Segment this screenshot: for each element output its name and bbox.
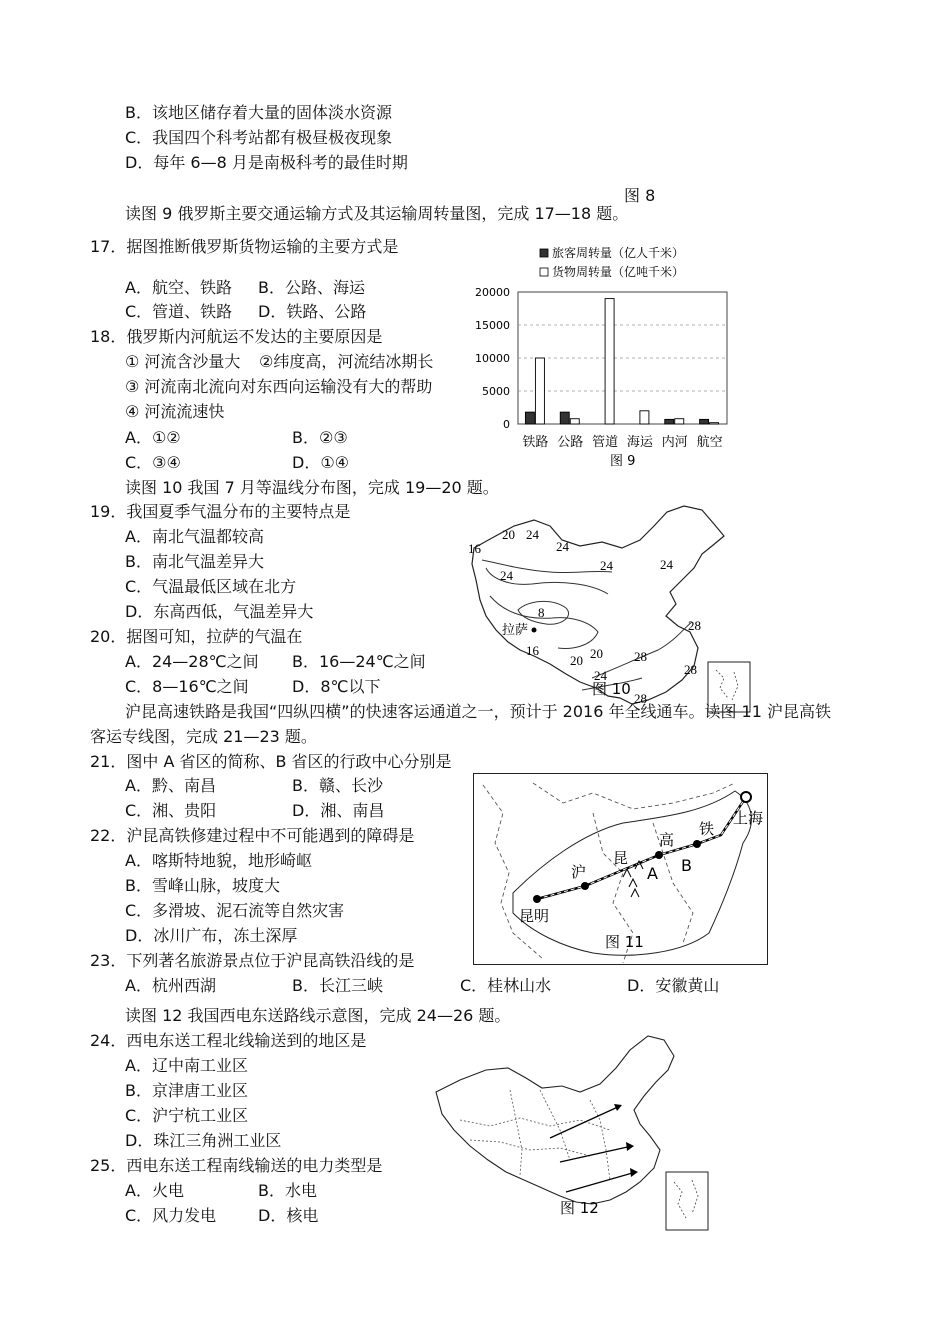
q24-stem: 24．西电东送工程北线输送到的地区是 xyxy=(90,1031,367,1050)
isotherm-label: 16 xyxy=(468,541,481,556)
isotherm-label: 20 xyxy=(502,527,515,542)
q22-option-a: A．喀斯特地貌，地形崎岖 xyxy=(125,851,312,870)
tie-label: 铁 xyxy=(699,820,715,838)
fig10-caption: 图 10 xyxy=(592,680,631,698)
middle-route-arrow xyxy=(560,1146,632,1162)
q23-option-d: D．安徽黄山 xyxy=(627,976,720,995)
isotherm-label: 20 xyxy=(570,653,583,668)
isotherm-label: 24 xyxy=(594,668,607,683)
q19-option-c: C．气温最低区域在北方 xyxy=(125,577,297,596)
x-tick-label: 公路 xyxy=(557,435,584,450)
x-tick-label: 管道 xyxy=(592,435,619,450)
bar-freight xyxy=(535,358,544,424)
isotherm-label: 24 xyxy=(500,568,513,583)
q21-option-d: D．湘、南昌 xyxy=(292,801,385,820)
q24-option-d: D．珠江三角洲工业区 xyxy=(125,1131,282,1150)
isotherm-label: 28 xyxy=(634,649,647,664)
q18-option-c: C．③④ xyxy=(125,453,181,472)
isotherm-label: 24 xyxy=(556,539,569,554)
chart-legend xyxy=(540,245,684,279)
x-tick-label: 海运 xyxy=(626,435,653,450)
province-b-label: B xyxy=(681,856,692,875)
q22-stem: 22．沪昆高铁修建过程中不可能遇到的障碍是 xyxy=(90,826,415,845)
x-tick-label: 内河 xyxy=(661,435,688,450)
isotherm-label: 20 xyxy=(590,646,603,661)
isotherm-label: 16 xyxy=(526,643,539,658)
q25-option-b: B．水电 xyxy=(258,1181,317,1200)
q22-option-c: C．多滑坡、泥石流等自然灾害 xyxy=(125,901,345,920)
q17-option-a: A．航空、铁路 xyxy=(125,278,232,297)
fig10-isotherm-map xyxy=(462,500,762,715)
q18-stem: 18．俄罗斯内河航运不发达的主要原因是 xyxy=(90,327,383,346)
south-route-arrowhead xyxy=(630,1168,638,1177)
q19-option-a: A．南北气温都较高 xyxy=(125,527,264,546)
bar-freight xyxy=(640,411,649,424)
isotherm-label: 24 xyxy=(526,527,539,542)
q17-option-c: C．管道、铁路 xyxy=(125,302,233,321)
province-a-label: A xyxy=(647,864,658,883)
shanghai-label: 上海 xyxy=(733,809,764,827)
q17-option-d: D．铁路、公路 xyxy=(258,302,367,321)
q23-stem: 23．下列著名旅游景点位于沪昆高铁沿线的是 xyxy=(90,951,415,970)
legend-freight: 货物周转量（亿吨千米） xyxy=(552,265,685,279)
bar-freight xyxy=(570,419,579,424)
q21-option-c: C．湘、贵阳 xyxy=(125,801,217,820)
kunming-label: 昆明 xyxy=(519,907,550,925)
bar-passenger xyxy=(665,419,674,424)
fig11-caption: 图 11 xyxy=(605,933,644,951)
q21-option-a: A．黔、南昌 xyxy=(125,776,216,795)
q24-option-a: A．辽中南工业区 xyxy=(125,1056,248,1075)
isotherm-label: 8 xyxy=(538,605,545,620)
gao-label: 高 xyxy=(659,831,675,849)
x-tick-label: 航空 xyxy=(696,435,723,450)
q20-option-b: B．16—24℃之间 xyxy=(292,652,426,671)
q20-option-a: A．24—28℃之间 xyxy=(125,652,259,671)
q20-option-d: D．8℃以下 xyxy=(292,677,381,696)
q25-stem: 25．西电东送工程南线输送的电力类型是 xyxy=(90,1156,383,1175)
bar-freight xyxy=(605,299,614,424)
q18-statement-2: ②纬度高，河流结冰期长 xyxy=(259,352,434,371)
middle-route-arrowhead xyxy=(626,1142,634,1151)
y-tick-label: 20000 xyxy=(475,286,510,299)
south-china-sea-inset xyxy=(666,1172,708,1230)
y-tick-label: 10000 xyxy=(475,352,510,365)
q24-option-c: C．沪宁杭工业区 xyxy=(125,1106,249,1125)
q18-option-b: B．②③ xyxy=(292,428,348,447)
y-tick-label: 15000 xyxy=(475,319,510,332)
fig11-hsr-map xyxy=(473,773,769,966)
q24-option-b: B．京津唐工业区 xyxy=(125,1081,248,1100)
x-tick-label: 铁路 xyxy=(522,435,549,450)
q18-statement-3: ③ 河流南北流向对东西向运输没有大的帮助 xyxy=(125,377,433,396)
q18-statement-4: ④ 河流流速快 xyxy=(125,402,225,421)
intro-24-26: 读图 12 我国西电东送路线示意图，完成 24—26 题。 xyxy=(125,1006,511,1025)
station xyxy=(581,882,589,890)
q18-statement-1: ① 河流含沙量大 xyxy=(125,352,241,371)
q25-option-d: D．核电 xyxy=(258,1206,319,1225)
isotherm-label: 24 xyxy=(600,558,613,573)
legend-swatch-passenger xyxy=(540,249,548,257)
q20-option-c: C．8—16℃之间 xyxy=(125,677,249,696)
province-boundaries xyxy=(460,1090,610,1180)
q21-option-b: B．赣、长沙 xyxy=(292,776,383,795)
bar-freight xyxy=(675,419,684,424)
intro-17-18: 读图 9 俄罗斯主要交通运输方式及其运输周转量图，完成 17—18 题。 xyxy=(125,204,629,223)
fig9-caption: 图 9 xyxy=(610,454,636,469)
q16-option-c: C．我国四个科考站都有极昼极夜现象 xyxy=(125,128,393,147)
fig12-caption: 图 12 xyxy=(560,1199,599,1217)
q16-option-b: B．该地区储存着大量的固体淡水资源 xyxy=(125,103,392,122)
hu-label: 沪 xyxy=(571,863,587,881)
south-route-arrow xyxy=(566,1172,636,1192)
q23-option-c: C．桂林山水 xyxy=(460,976,552,995)
lhasa-dot xyxy=(532,628,537,633)
intro-21-23-line1: 沪昆高速铁路是我国“四纵四横”的快速客运通道之一，预计于 2016 年全线通车。读图 11 沪昆高铁 xyxy=(125,702,832,721)
shanghai-station xyxy=(741,792,751,802)
isotherm-label: 28 xyxy=(684,662,697,677)
q18-option-a: A．①② xyxy=(125,428,181,447)
q19-stem: 19．我国夏季气温分布的主要特点是 xyxy=(90,502,351,521)
fig8-caption: 图 8 xyxy=(624,186,656,205)
bar-passenger xyxy=(525,412,534,424)
kun-label: 昆 xyxy=(613,849,629,867)
q17-stem: 17．据图推断俄罗斯货物运输的主要方式是 xyxy=(90,237,399,256)
legend-passenger: 旅客周转量（亿人千米） xyxy=(552,246,685,260)
q19-option-b: B．南北气温差异大 xyxy=(125,552,264,571)
station xyxy=(693,840,701,848)
q25-option-c: C．风力发电 xyxy=(125,1206,217,1225)
isotherm-label: 24 xyxy=(660,557,673,572)
q18-option-d: D．①④ xyxy=(292,453,350,472)
bar-passenger xyxy=(560,412,569,424)
north-route-arrow xyxy=(550,1106,620,1138)
q19-option-d: D．东高西低，气温差异大 xyxy=(125,602,314,621)
kunming-station xyxy=(533,895,541,903)
q25-option-a: A．火电 xyxy=(125,1181,184,1200)
q22-option-b: B．雪峰山脉，坡度大 xyxy=(125,876,280,895)
fig12-power-map xyxy=(430,1030,715,1235)
bar-freight xyxy=(710,423,719,424)
isotherm-label: 28 xyxy=(634,691,647,706)
intro-21-23-line2: 客运专线图，完成 21—23 题。 xyxy=(90,727,317,746)
y-tick-label: 5000 xyxy=(482,385,510,398)
bar-passenger xyxy=(700,419,709,424)
q17-option-b: B．公路、海运 xyxy=(258,278,365,297)
q23-option-a: A．杭州西湖 xyxy=(125,976,216,995)
q22-option-d: D．冰川广布，冻土深厚 xyxy=(125,926,298,945)
q21-stem: 21．图中 A 省区的简称、B 省区的行政中心分别是 xyxy=(90,752,452,771)
q23-option-b: B．长江三峡 xyxy=(292,976,383,995)
y-tick-label: 0 xyxy=(503,418,510,431)
intro-19-20: 读图 10 我国 7 月等温线分布图，完成 19—20 题。 xyxy=(125,478,499,497)
q16-option-d: D．每年 6—8 月是南极科考的最佳时期 xyxy=(125,153,408,172)
fig9-bar-chart xyxy=(470,240,740,470)
legend-swatch-freight xyxy=(540,268,548,276)
lhasa-label: 拉萨 xyxy=(502,623,529,638)
station xyxy=(655,851,663,859)
isotherm-label: 28 xyxy=(688,618,701,633)
q20-stem: 20．据图可知，拉萨的气温在 xyxy=(90,627,303,646)
